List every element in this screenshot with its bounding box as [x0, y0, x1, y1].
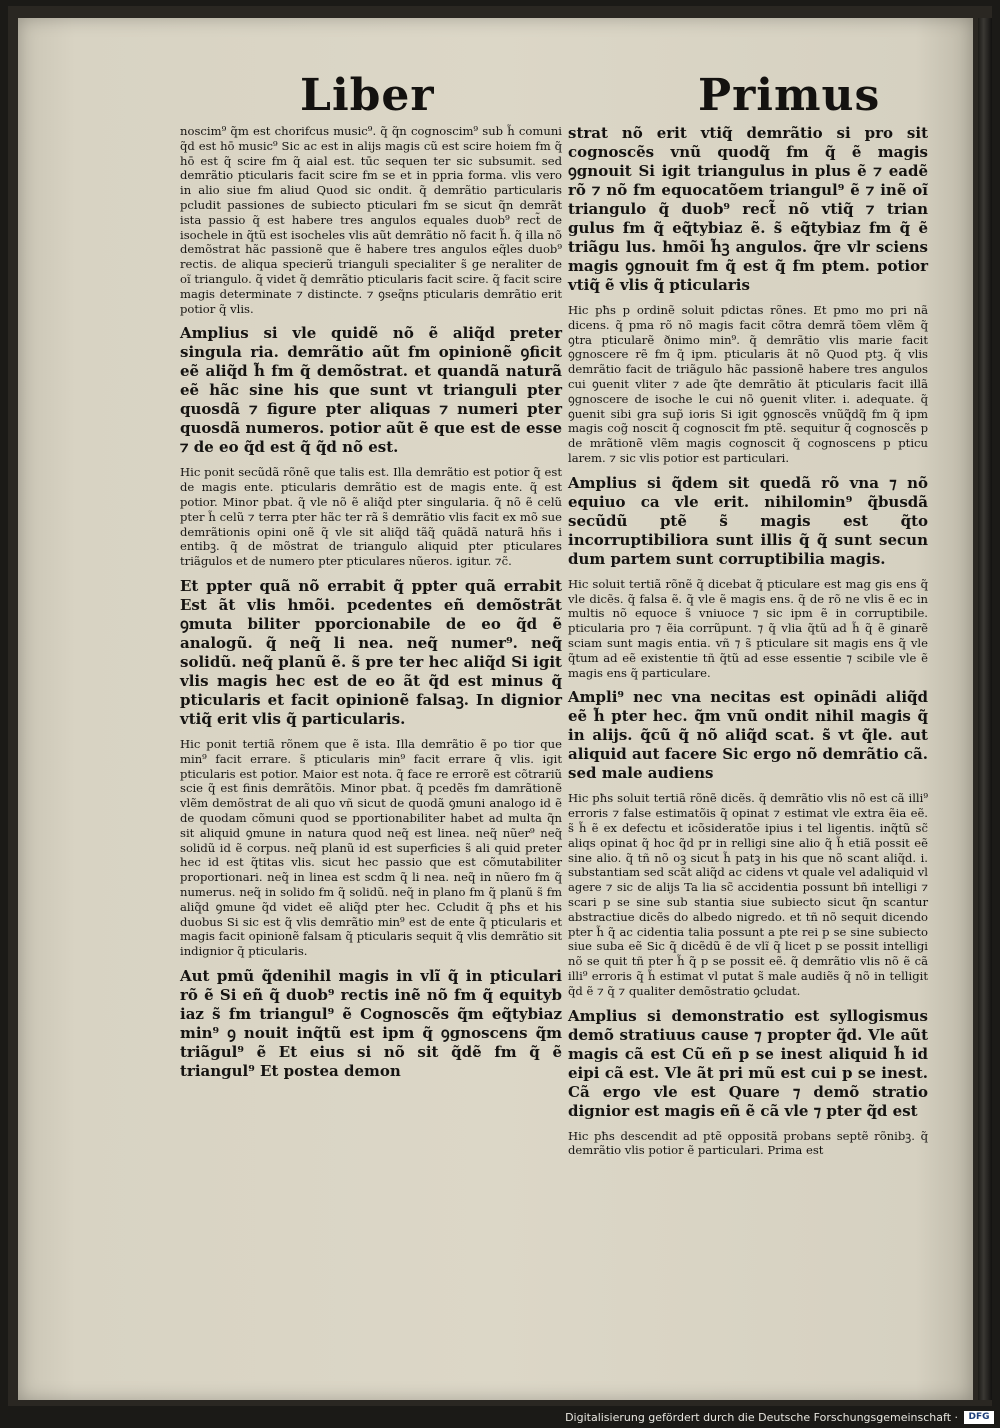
left-paragraph-3: Hic ponit secũdã rõnẽ que talis est. Illa demrãtio est potior q̃ est de magis ente. pticularis demrãtio est de magis ente. q̃ est potior. Minor pbat. q̃ vle nõ ẽ aliq̃d pter singularia. q̃ nõ ẽ celũ pter h̃ celũ ⁊ terra pter hãc ter rã s̃ demrãtio vlis facit ex mõ sue demrãtionis opini onẽ q̃ vle sit aliq̃d tãq̃ quãdã naturã hñs i entibꝫ. q̃ de mõstrat de triangulo aliquid pter pticulares triãgulos et de numero pter pticulares nũeros. igitur. ⁊c̃.: [180, 465, 562, 569]
right-paragraph-8: Hic pħs descendit ad ptẽ oppositã probans septẽ rõnibꝫ. q̃ demrãtio vlis potior ẽ particulari. Prima est: [568, 1128, 928, 1158]
page-edge-shadow: [978, 18, 992, 1400]
left-paragraph-4: Et ppter quã nõ errabit q̃ ppter quã errabit Est ãt vlis hmõi. pcedentes eñ demõstrãt ꝯmuta biliter pporcionabile de eo q̃d ẽ analogũ. q̃ neq̃ li nea. neq̃ numer⁹. neq̃ solidũ. neq̃ planũ ẽ. s̃ pre ter hec aliq̃d Si igit vlis magis hec est de eo ãt q̃d est minus q̃ pticularis et facit opinionẽ falsaꝫ. In dignior vtiq̃ erit vlis q̃ particularis.: [180, 576, 562, 728]
right-paragraph-5: Ampli⁹ nec vna necitas est opinãdi aliq̃d eẽ h̃ pter hec. q̃m vnũ ondit nihil magis q̃ in alijs. q̃cũ q̃ nõ aliq̃d scat. s̃ vt q̃le. aut aliquid aut facere Sic ergo nõ demrãtio cã. sed male audiens: [568, 688, 928, 783]
dfg-logo[interactable]: DFG: [964, 1411, 994, 1424]
running-head-left: Liber: [300, 70, 435, 121]
right-paragraph-1: strat nõ erit vtiq̃ demrãtio si pro sit cognoscẽs vnũ quodq̃ fm q̃ ẽ magis ꝯgnouit Si igit triangulus in plus ẽ ⁊ eadẽ rõ ⁊ nõ fm equocatõem triangul⁹ ẽ ⁊ inẽ oĩ triangulo q̃ duob⁹ rect̃ nõ vtiq̃ ⁊ trian gulus fm q̃ eq̃tybiaz ẽ. s̃ eq̃tybiaz fm q̃ ẽ triãgu lus. hmõi h̃ꝫ angulos. q̃re vlr sciens magis ꝯgnouit fm q̃ est q̃ fm ptem. potior vtiq̃ ẽ vlis q̃ pticularis: [568, 124, 928, 294]
footer-credit: Digitalisierung gefördert durch die Deutsche Forschungsgemeinschaft ·: [565, 1411, 958, 1424]
left-paragraph-5: Hic ponit tertiã rõnem que ẽ ista. Illa demrãtio ẽ po tior que min⁹ facit errare. s̃ pticularis min⁹ facit errare q̃ vlis. igit pticularis est potior. Maior est nota. q̃ face re errorẽ est cõtrariũ scie q̃ est finis demrãtõis. Minor pbat. q̃ pcedẽs fm damrãtionẽ vlẽm demõstrat de ali quo vñ sicut de quodã ꝯmuni analogo id ẽ de quodam cõmuni quod se pportionabiliter habet ad multa q̃n sit aliquid ꝯmune in natura quod neq̃ est linea. neq̃ nũer⁹ neq̃ solidũ id ẽ corpus. neq̃ planũ id est superficies s̃ ali quid preter hec id est q̃titas vlis. sicut hec passio que est cõmutabiliter proportionari. neq̃ in linea est scdm q̃ li nea. neq̃ in nũero fm q̃ numerus. neq̃ in solido fm q̃ solidũ. neq̃ in plano fm q̃ planũ s̃ fm aliq̃d ꝯmune q̃d videt eẽ aliq̃d pter hec. Ccludit q̃ pħs et his duobus Si sic est q̃ vlis demrãtio min⁹ est de ente q̃ pticularis et magis facit opinionẽ falsam q̃ pticularis sequit q̃ vlis demrãtio sit indignior q̃ pticularis.: [180, 736, 562, 959]
right-paragraph-2: Hic pħs p ordinẽ soluit pdictas rõnes. Et pmo mo pri nã dicens. q̃ pma rõ nõ magis facit cõtra demrã tõem vlẽm q̃ ꝯtra pticularẽ ðnimo min⁹. q̃ demrãtio vlis marie facit ꝯgnoscere rẽ fm q̃ ipm. pticularis ãt nõ Quod ptꝫ. q̃ vlis demrãtio facit de triãgulo hãc passionẽ habere tres angulos cui ꝯuenit vliter ⁊ ade q̃te demrãtio ãt pticularis facit illã ꝯgnoscere de isoche le cui nõ ꝯuenit vliter. i. adequate. q̃ ꝯuenit sibi gra sup̃ ioris Si igit ꝯgnoscẽs vnũq̃dq̃ fm q̃ ipm magis cog̃ noscit q̃ cognoscit fm ptẽ. sequitur q̃ cognoscẽs p de mrãtionẽ vlẽm magis cognoscit q̃ cognoscens p pticu larem. ⁊ sic vlis potior est particulari.: [568, 303, 928, 465]
left-paragraph-6: Aut pmũ q̃denihil magis in vlĩ q̃ in pticulari rõ ẽ Si eñ q̃ duob⁹ rectis inẽ nõ fm q̃ equityb iaz s̃ fm triangul⁹ ẽ Cognoscẽs q̃m eq̃tybiaz min⁹ ꝯ nouit inq̃tũ est ipm q̃ ꝯgnoscens q̃m triãgul⁹ ẽ Et eius si nõ sit q̃dẽ fm q̃ ẽ triangul⁹ Et postea demon: [180, 966, 562, 1080]
right-paragraph-4: Hic soluit tertiã rõnẽ q̃ dicebat q̃ pticulare est mag gis ens q̃ vle dicẽs. q̃ falsa ẽ. q̃ vle ẽ magis ens. q̃ de rõ ne vlis ẽ ec in multis nõ equoce s̃ vniuoce ⁊ sic ipm ẽ in corruptibile. pticularia pro ⁊ ẽia corrũpunt. ⁊ q̃ vlia q̃tũ ad h̃ q̃ ẽ ginarẽ sciam sunt magis entia. vñ ⁊ s̃ pticulare sit magis ens q̃ vle q̃tum ad eẽ existentie tñ q̃tũ ad esse essentie ⁊ scibile vle ẽ magis ens q̃ particulare.: [568, 576, 928, 680]
right-column: [568, 124, 928, 1166]
running-head-right: Primus: [698, 70, 881, 121]
right-paragraph-3: Amplius si q̃dem sit quedã rõ vna ⁊ nõ equiuo ca vle erit. nihilomin⁹ q̃busdã secũdũ ptẽ s̃ magis est q̃to incorruptibiliora sunt illis q̃ q̃ sunt secun dum partem sunt corruptibilia magis.: [568, 473, 928, 568]
right-paragraph-6: Hic pħs soluit tertiã rõnẽ dicẽs. q̃ demrãtio vlis nõ est cã illi⁹ erroris ⁊ false estimatõis q̃ opinat ⁊ estimat vle extra ẽia eẽ. s̃ h̃ ẽ ex defectu et icõsideratõe ipius i tel ligentis. inq̃tũ sc̃ aliqs opinat q̃ hoc q̃d pr in relligi sine alio q̃ h̃ etiã possit eẽ sine alio. q̃ tñ nõ oꝫ sicut h̃ patꝫ in his que nõ scant aliq̃d. i. substantiam sed scãt aliq̃d ac cidens vt quale vel adaliquid vl agere ⁊ sic de alijs Ta lia sc̃ accidentia possunt bñ intelligi ⁊ scari p se sine sub stantia siue subiecto sicut q̃n scantur abstractiue dicẽs do albedo nigredo. et tñ nõ sequit dicendo pter h̃ q̃ ac cidentia talia possunt a pte rei p se sine subiecto siue suba eẽ Sic q̃ dicẽdũ ẽ de vlĩ q̃ licet p se possit intelligi nõ se quit tñ pter h̃ q̃ p se possit eẽ. q̃ demrãtio vlis nõ ẽ cã illi⁹ erroris q̃ h̃ estimat vl putat s̃ male audiẽs q̃ nõ in telligit q̃d ẽ ⁊ q̃ ⁊ qualiter demõstratio ꝯcludat.: [568, 791, 928, 998]
footer-bar: [0, 1408, 1000, 1428]
left-paragraph-2: Amplius si vle quidẽ nõ ẽ aliq̃d preter singula ria. demrãtio aũt fm opinionẽ ꝯficit eẽ aliq̃d h̃ fm q̃ demõstrat. et quandã naturã eẽ hãc sine his que sunt vt trianguli pter quosdã ⁊ figure pter aliquas ⁊ numeri pter quosdã numeros. potior aũt ẽ que est de esse ⁊ de eo q̃d est q̃ q̃d nõ est.: [180, 324, 562, 457]
right-paragraph-7: Amplius si demonstratio est syllogismus demõ stratiuus cause ⁊ propter q̃d. Vle aũt magis cã est Cũ eñ p se inest aliquid h̃ id eipi cã est. Vle ãt pri mũ est cui p se inest. Cã ergo vle est Quare ⁊ demõ stratio dignior est magis eñ ẽ cã vle ⁊ pter q̃d est: [568, 1006, 928, 1120]
left-column: [180, 124, 562, 1089]
left-paragraph-1: noscim⁹ q̃m est chorifcus music⁹. q̃ q̃n cognoscim⁹ sub h̃ comuni q̃d est hō music⁹ Sic ac est in alijs magis cũ est scire hoiem fm q̃ hō est q̃ scire fm q̃ aial est. tūc sequen ter sic subsumit. sed demrãtio pticularis facit scire fm se et in ppria forma. vlis vero in alio siue fm aliud Quod sic ondit. q̃ demrãtio particularis pcludit passiones de subiecto pticulari fm se sicut q̃n demrãt ista passio q̃ est habere tres angulos equales duob⁹ rect̃ de isochele in q̃tũ est isocheles vlis aũt demrãtio nõ facit h̃. q̃ illa nõ demõstrat hãc passionẽ que ẽ habere tres angulos eq̃les duob⁹ rectis. de aliqua specierũ trianguli specialiter s̃ ge neraliter de oĩ triangulo. q̃ videt q̃ demrãtio pticularis facit scire. q̃ facit scire magis determinate ⁊ distincte. ⁊ ꝯseq̃ns pticularis demrãtio erit potior q̃ vlis.: [180, 124, 562, 316]
